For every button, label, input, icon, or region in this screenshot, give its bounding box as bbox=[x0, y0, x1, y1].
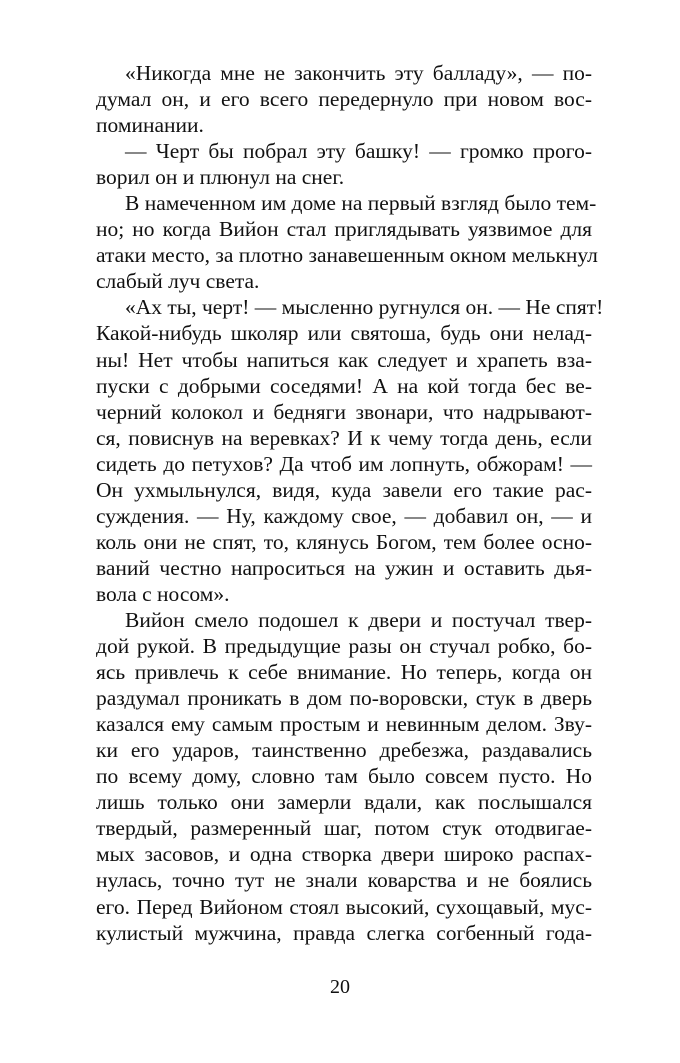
page-number: 20 bbox=[330, 976, 350, 998]
text-line: Он ухмыльнулся, видя, куда завели его такие рас- bbox=[96, 477, 592, 502]
text-line: В намеченном им доме на первый взгляд было тем- bbox=[125, 191, 597, 216]
text-line: ки его ударов, таинственно дребезжа, раздавались bbox=[96, 738, 592, 763]
text-line: поминании. bbox=[96, 113, 204, 138]
text-line: пуски с добрыми соседями! А на кой тогда бес ве- bbox=[96, 373, 592, 398]
text-line: кулистый мужчина, правда слегка согбенный года- bbox=[96, 920, 592, 945]
text-line: «Никогда мне не закончить эту балладу», — по- bbox=[125, 61, 592, 85]
text-line: мых засовов, и одна створка двери широко распах- bbox=[96, 842, 592, 867]
text-line: по всему дому, словно там было совсем пусто. Но bbox=[96, 764, 592, 789]
text-line: Вийон смело подошел к двери и постучал твер- bbox=[125, 607, 592, 632]
text-line: ны! Нет чтобы напиться как следует и храпеть вза- bbox=[96, 347, 592, 372]
text-line: думал он, и его всего передернуло при новом вос- bbox=[96, 87, 592, 112]
text-line: раздумал проникать в дом по-воровски, стук в дверь bbox=[96, 686, 592, 711]
text-line: лишь только они замерли вдали, как послышался bbox=[96, 790, 592, 815]
text-line: казался ему самым простым и невинным делом. Зву- bbox=[96, 712, 592, 737]
book-page-text bbox=[96, 60, 604, 946]
text-line: твердый, размеренный шаг, потом стук отодвигае- bbox=[96, 816, 592, 841]
text-line: «Ах ты, черт! — мысленно ругнулся он. — Не спят! bbox=[125, 295, 604, 320]
text-line: дой рукой. В предыдущие разы он стучал робко, бо- bbox=[96, 634, 592, 659]
text-line: ворил он и плюнул на снег. bbox=[96, 165, 345, 190]
text-line: черний колокол и бедняги звонари, что надрывают- bbox=[96, 399, 592, 424]
text-line: его. Перед Вийоном стоял высокий, сухощавый, мус- bbox=[96, 894, 592, 919]
text-line: — Черт бы побрал эту башку! — громко прого- bbox=[125, 139, 592, 164]
text-line: Какой-нибудь школяр или святоша, будь они нелад- bbox=[96, 321, 592, 346]
text-line: ясь привлечь к себе внимание. Но теперь, когда он bbox=[96, 660, 592, 685]
text-line: нулась, точно тут не знали коварства и не боялись bbox=[96, 868, 592, 893]
text-line: коль они не спят, то, клянусь Богом, тем более осно- bbox=[96, 529, 592, 554]
text-line: ся, повиснув на веревках? И к чему тогда день, если bbox=[96, 425, 592, 450]
text-line: вола с носом». bbox=[96, 581, 230, 606]
text-line: суждения. — Ну, каждому свое, — добавил он, — и bbox=[96, 503, 592, 528]
text-line: атаки место, за плотно занавешенным окном мелькнул bbox=[96, 243, 598, 268]
text-line: ваний честно напроситься на ужин и оставить дья- bbox=[96, 555, 592, 580]
text-line: слабый луч света. bbox=[96, 269, 260, 294]
text-line: сидеть до петухов? Да чтоб им лопнуть, обжорам! — bbox=[96, 451, 592, 476]
text-line: но; но когда Вийон стал приглядывать уязвимое для bbox=[96, 217, 592, 242]
